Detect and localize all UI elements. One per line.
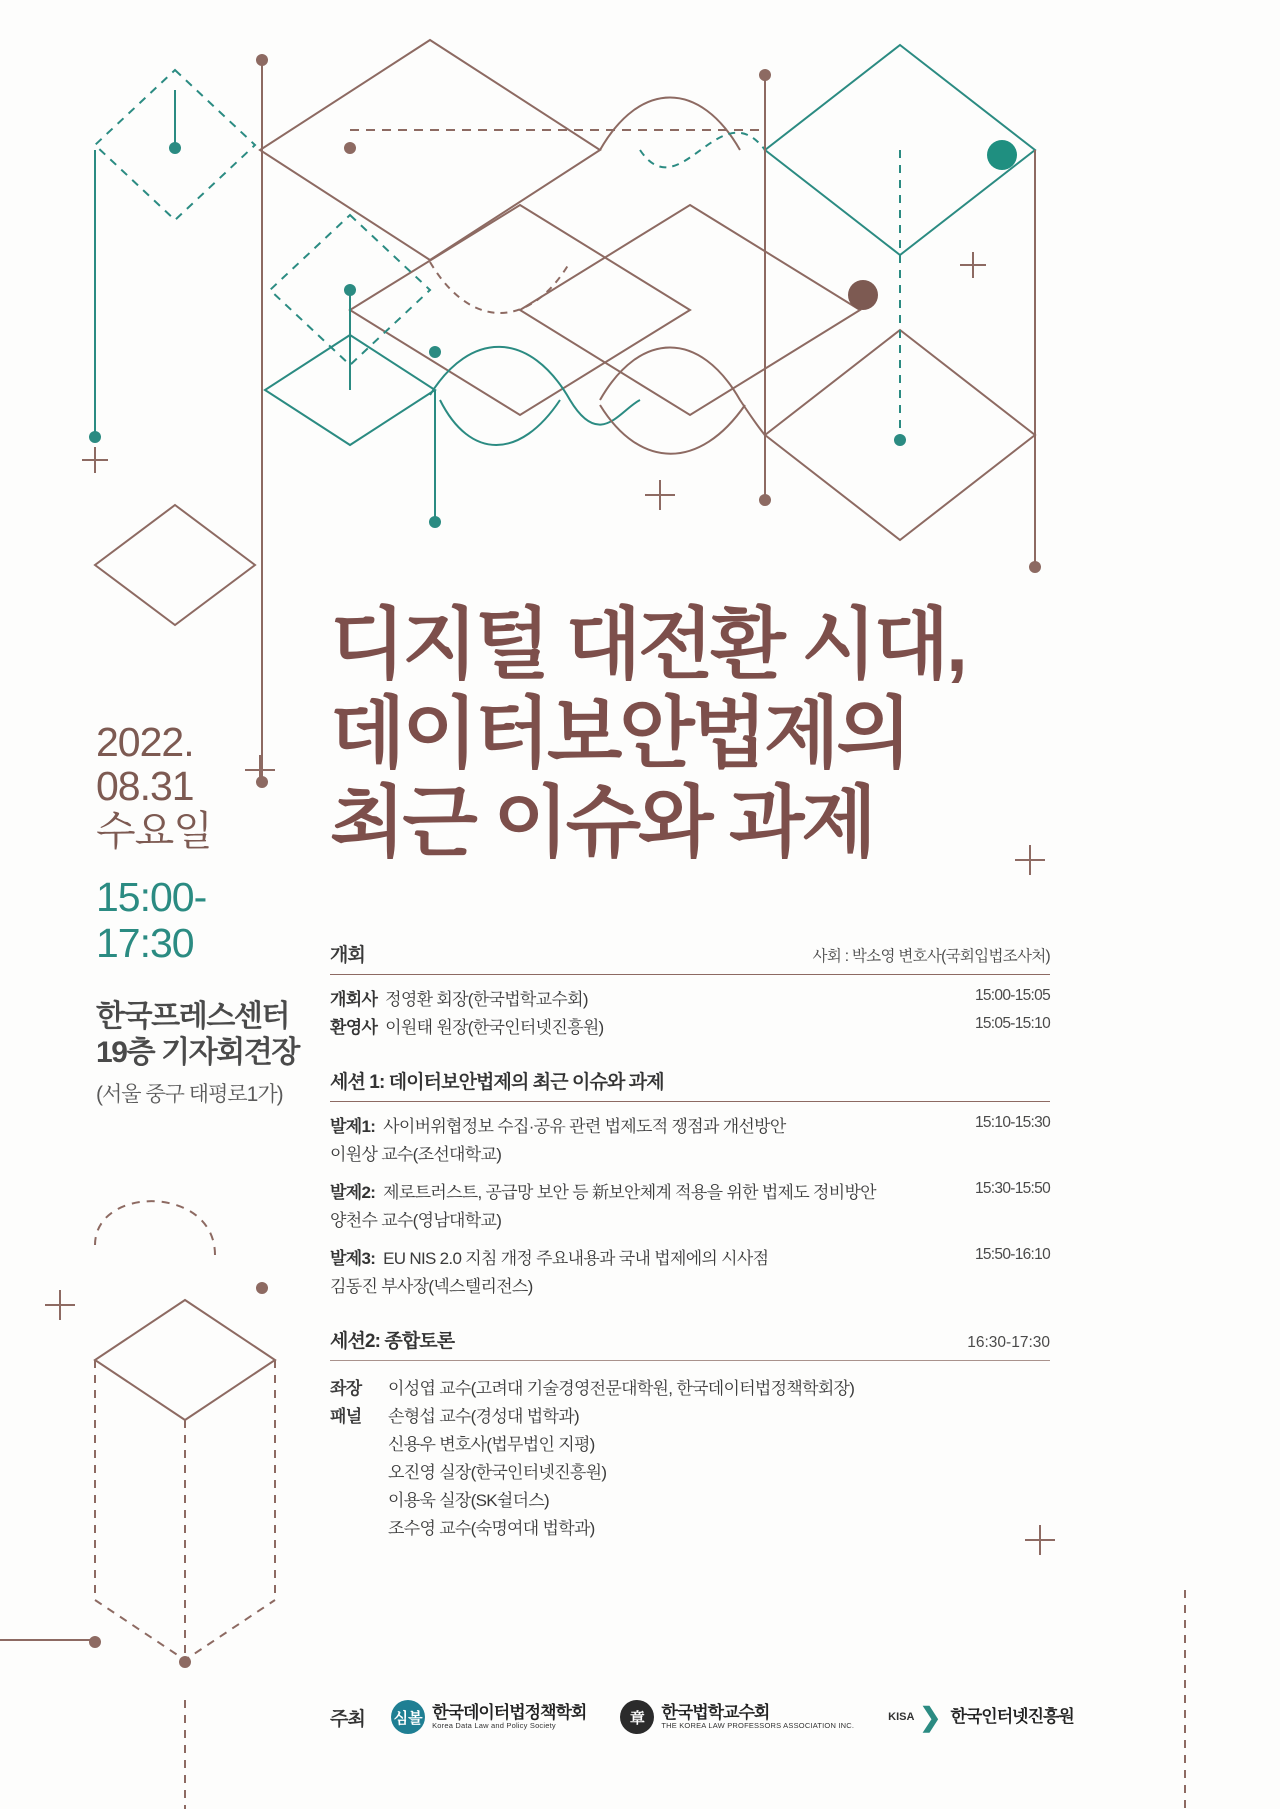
panelist: 오진영 실장(한국인터넷진흥원)	[388, 1463, 607, 1482]
session1-item-1-title: 제로트러스트, 공급망 보안 등 新보안체계 적용을 위한 법제도 정비방안	[383, 1183, 876, 1202]
opening-item-0-label: 개회사	[330, 990, 378, 1009]
session2-heading: 세션2: 종합토론	[330, 1331, 455, 1352]
event-time-end: 17:30	[96, 919, 194, 966]
program-row	[330, 985, 1050, 1010]
venue-address: (서울 중구 태평로1가)	[96, 1082, 283, 1106]
session1-item-1-label: 발제2:	[330, 1183, 376, 1202]
session1-item-1-speaker: 양천수 교수(영남대학교)	[330, 1211, 502, 1230]
venue-name-line2: 19층 기자회견장	[96, 1036, 299, 1070]
opening-item-1-label: 환영사	[330, 1018, 378, 1037]
session1-item-1-time: 15:30-15:50	[974, 1180, 1050, 1197]
session1-item-0-label: 발제1:	[330, 1117, 376, 1136]
session2-time: 16:30-17:30	[967, 1334, 1050, 1351]
title-line-3: 최근 이슈와 과제	[330, 777, 874, 866]
kisa-wordmark: KISA	[888, 1711, 915, 1723]
chair-label: 좌장	[330, 1379, 362, 1398]
session1-item-0-title: 사이버위협정보 수집·공유 관련 법제도적 쟁점과 개선방안	[383, 1117, 786, 1136]
opening-item-1-time: 15:05-15:10	[974, 1015, 1050, 1032]
session1-item	[330, 1178, 1050, 1231]
event-day: 08.31	[96, 763, 194, 810]
host-name-ko: 한국법학교수회	[661, 1703, 770, 1723]
host-logo-kdlps	[391, 1700, 586, 1734]
klpa-seal-icon: 章	[620, 1700, 654, 1734]
event-time-start: 15:00-	[96, 873, 207, 920]
program	[330, 940, 1050, 1555]
page-title	[330, 600, 1210, 867]
title-line-2: 데이터보안법제의	[330, 688, 909, 777]
opening-mc: 사회 : 박소영 변호사(국회입법조사처)	[812, 948, 1050, 965]
program-row	[330, 1013, 1050, 1038]
panelist: 신용우 변호사(법무법인 지평)	[388, 1435, 595, 1454]
session1-item	[330, 1244, 1050, 1297]
host-name-ko: 한국인터넷진흥원	[950, 1707, 1074, 1727]
session1-item-0-time: 15:10-15:30	[974, 1114, 1050, 1131]
opening-heading: 개회	[330, 945, 366, 966]
event-year: 2022.	[96, 719, 194, 765]
program-section-session1	[330, 1067, 1050, 1297]
session1-item-2-time: 15:50-16:10	[974, 1246, 1050, 1263]
host-logo-klpa	[620, 1700, 854, 1734]
opening-item-0-time: 15:00-15:05	[974, 987, 1050, 1004]
session1-item-2-speaker: 김동진 부사장(넥스텔리전스)	[330, 1277, 533, 1296]
host-name-ko: 한국데이터법정책학회	[432, 1703, 587, 1723]
host-name-en: THE KOREA LAW PROFESSORS ASSOCIATION INC.	[661, 1720, 855, 1730]
title-line-1: 디지털 대전환 시대,	[330, 600, 965, 688]
divider	[330, 1101, 1050, 1102]
session1-item	[330, 1112, 1050, 1165]
host-logo-kisa	[888, 1700, 1074, 1734]
host-name-en: Korea Data Law and Policy Society	[432, 1720, 556, 1730]
session1-item-0-speaker: 이원상 교수(조선대학교)	[330, 1145, 502, 1164]
event-meta	[96, 720, 326, 1108]
session1-item-2-title: EU NIS 2.0 지침 개정 주요내용과 국내 법제에의 시사점	[383, 1249, 769, 1268]
chair-name: 이성엽 교수(고려대 기술경영전문대학원, 한국데이터법정책학회장)	[388, 1379, 855, 1398]
opening-item-0-text: 정영환 회장(한국법학교수회)	[385, 990, 588, 1009]
divider	[330, 974, 1050, 975]
program-section-opening	[330, 940, 1050, 1038]
session1-item-2-label: 발제3:	[330, 1249, 376, 1268]
panelist: 조수영 교수(숙명여대 법학과)	[388, 1519, 595, 1538]
program-section-session2	[330, 1326, 1050, 1542]
panelist: 이용욱 실장(SK쉴더스)	[388, 1491, 549, 1510]
hosts-row	[330, 1700, 1108, 1734]
event-weekday: 수요일	[96, 807, 212, 854]
divider	[330, 1360, 1050, 1361]
kdlps-emblem-icon: 심볼	[391, 1700, 425, 1734]
hosts-label: 주최	[330, 1708, 366, 1730]
opening-item-1-text: 이원태 원장(한국인터넷진흥원)	[385, 1018, 604, 1037]
kisa-arrow-icon: ❯	[919, 1701, 942, 1732]
panel-label: 패널	[330, 1407, 362, 1426]
panelist: 손형섭 교수(경성대 법학과)	[388, 1407, 579, 1426]
session1-heading: 세션 1: 데이터보안법제의 최근 이슈와 과제	[330, 1072, 664, 1093]
venue-name-line1: 한국프레스센터	[96, 999, 290, 1033]
